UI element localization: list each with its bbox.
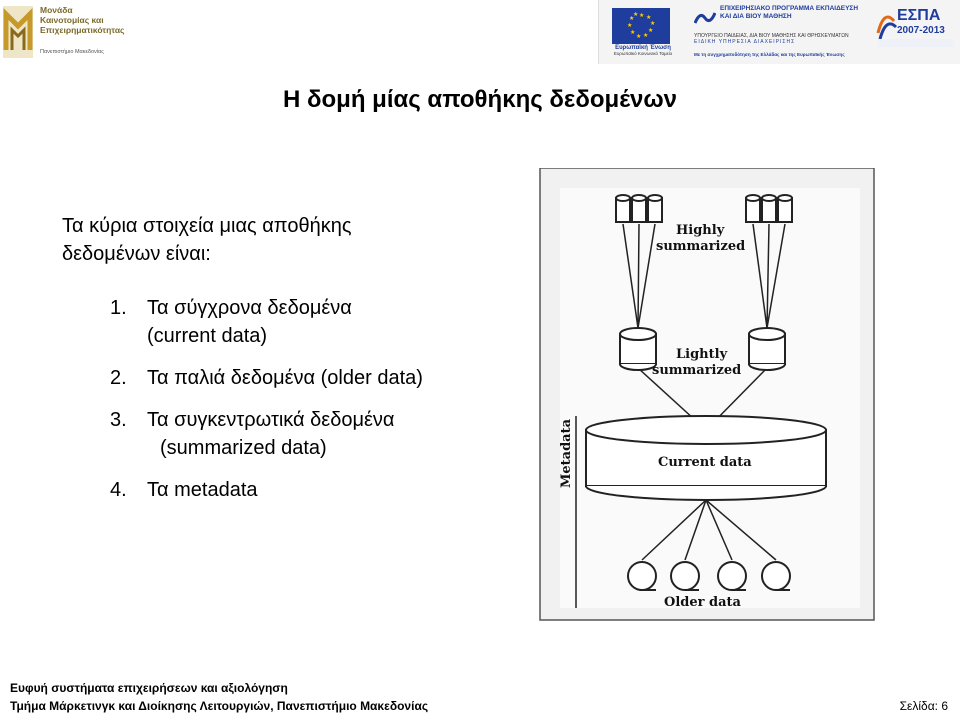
svg-text:★: ★	[633, 11, 639, 18]
espa-years: 2007-2013	[897, 25, 945, 36]
metadata-label: Metadata	[559, 418, 574, 488]
program-ministry: ΥΠΟΥΡΓΕΙΟ ΠΑΙΔΕΙΑΣ, ΔΙΑ ΒΙΟΥ ΜΑΘΗΣΗΣ ΚΑΙ ΘΡΗΣΚΕΥΜΑΤΩΝ ΕΙΔΙΚΗ ΥΠΗΡΕΣΙΑ ΔΙΑΧΕΙΡΙΣΗΣ	[694, 33, 849, 45]
lightly-label: summarized	[652, 363, 742, 378]
intro-line: δεδομένων είναι:	[62, 243, 211, 265]
svg-text:★: ★	[629, 15, 635, 22]
svg-text:★: ★	[630, 29, 636, 36]
data-warehouse-diagram	[526, 168, 886, 628]
current-data-label: Current data	[658, 455, 752, 470]
logo-subtitle: Πανεπιστήμιο Μακεδονίας	[40, 49, 104, 55]
svg-text:★: ★	[639, 12, 645, 19]
svg-text:★: ★	[648, 27, 654, 34]
header-band	[0, 0, 960, 64]
slide-title: Η δομή μίας αποθήκης δεδομένων	[282, 86, 678, 113]
svg-text:★: ★	[650, 20, 656, 27]
lightly-label: Lightly	[676, 347, 728, 362]
espa-label: ΕΣΠΑ	[897, 7, 941, 24]
program-title: ΕΠΙΧΕΙΡΗΣΙΑΚΟ ΠΡΟΓΡΑΜΜΑ ΕΚΠΑΙΔΕΥΣΗ ΚΑΙ ΔΙΑ ΒΙΟΥ ΜΑΘΗΣΗ	[720, 5, 859, 20]
highly-label: Highly	[676, 223, 725, 238]
eu-label: Ευρωπαϊκή Ένωση Ευρωπαϊκό Κοινωνικό Ταμείο	[613, 45, 673, 56]
svg-text:★: ★	[636, 33, 642, 40]
logo-text: Μονάδα Καινοτομίας και Επιχειρηματικότητας	[40, 5, 125, 35]
list-item: 4. Τα metadata	[110, 479, 258, 501]
content-text	[62, 212, 442, 504]
highly-summarized-store-icon	[746, 195, 792, 222]
logo-mark-icon	[0, 0, 40, 64]
page-number: Σελίδα: 6	[899, 699, 948, 713]
program-footnote: Με τη συγχρηματοδότηση της Ελλάδας και της Ευρωπαϊκής Ένωσης	[694, 52, 845, 57]
footer-department: Τμήμα Μάρκετινγκ και Διοίκησης Λειτουργιών, Πανεπιστήμιο Μακεδονίας	[10, 699, 429, 713]
list-item: 2. Τα παλιά δεδομένα (older data)	[110, 367, 423, 389]
eu-flag-icon	[612, 8, 670, 44]
highly-summarized-store-icon	[616, 195, 662, 222]
svg-text:★: ★	[646, 14, 652, 21]
program-logo-icon	[694, 9, 716, 27]
list-item: 1. Τα σύγχρονα δεδομένα (current data)	[110, 297, 352, 347]
highly-label: summarized	[656, 239, 746, 254]
svg-text:★: ★	[627, 22, 633, 29]
footer-course: Ευφυή συστήματα επιχειρήσεων και αξιολόγηση	[10, 681, 288, 695]
list-item: 3. Τα συγκεντρωτικά δεδομένα (summarized data)	[110, 409, 395, 459]
svg-text:★: ★	[643, 32, 649, 39]
intro-line: Τα κύρια στοιχεία μιας αποθήκης	[62, 215, 352, 237]
older-data-label: Older data	[664, 595, 741, 610]
